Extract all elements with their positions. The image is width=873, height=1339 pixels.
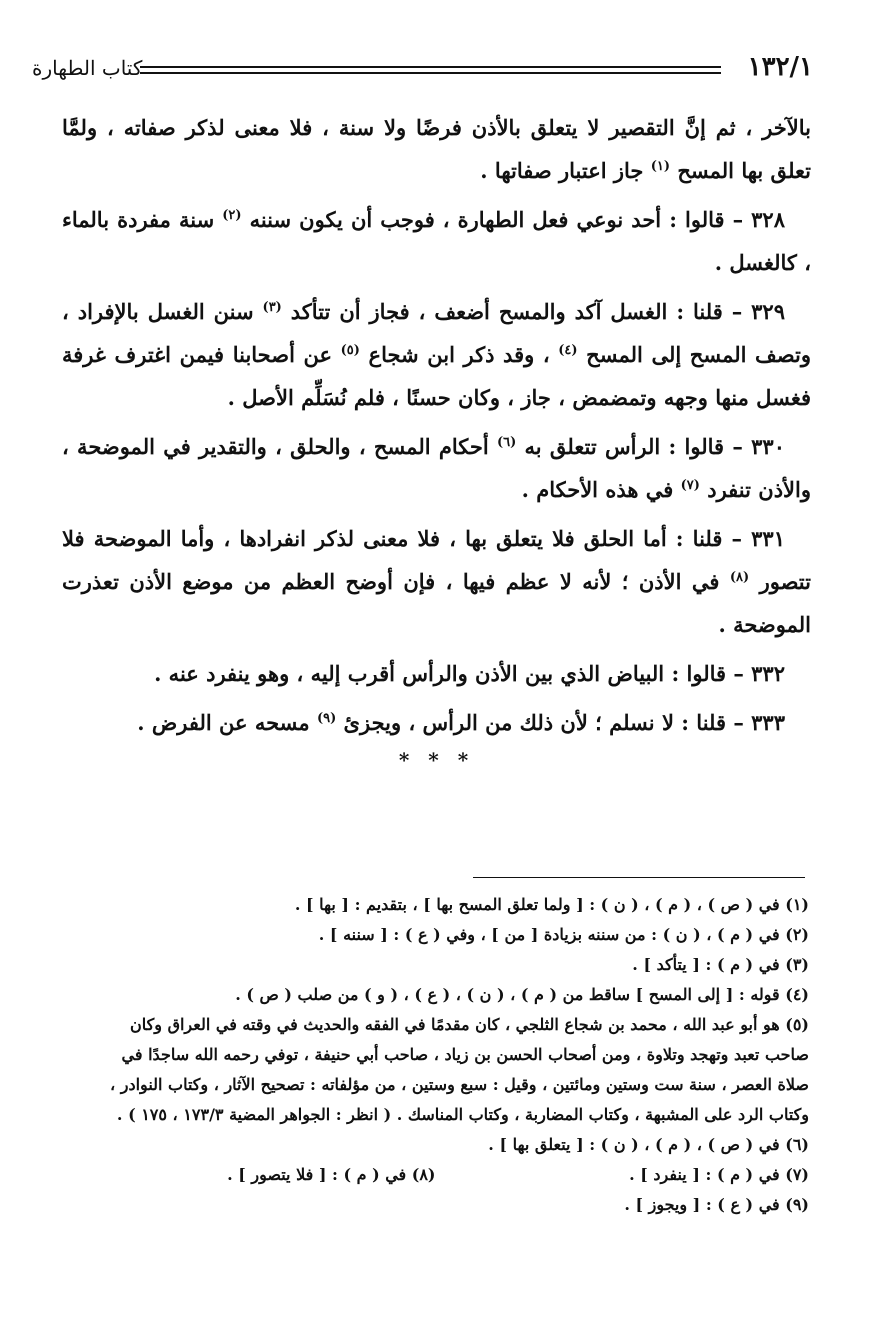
paragraph-329: ٣٢٩ – قلنا : الغسل آكد والمسح أضعف ، فجاز أن تتأكد $^{(٣)}$ سنن الغسل بالإفراد ، وتصف المسح إلى المسح $^{(٤)}$ ، وقد ذكر ابن شجاع $^{(٥)}$ عن أصحابنا فيمن اغترف غرفة فغسل منها وجهه وتمضمض ، جاز ، وكان حسنًا ، فلم نُسَلِّم الأصل .	[62, 299, 811, 410]
footnote-ref-4[interactable]: (٤)	[558, 343, 578, 358]
paragraph-continuation: بالآخر ، ثم إنَّ التقصير لا يتعلق بالأذن فرضًا ولا سنة ، فلا معنى لذكر صفاته ، ولمَّا تعلق بها المسح $^{(١)}$ جاز اعتبار صفاتها .	[62, 115, 811, 183]
footnote-8: (٨) في ( م ) : [ فلا يتصور ] .	[227, 1165, 436, 1184]
footnote-4: (٤) قوله : [ إلى المسح ] ساقط من ( م ) ، ( ن ) ، ( ع ) ، ( و ) من صلب ( ص ) .	[235, 985, 809, 1004]
paragraph-328: ٣٢٨ – قالوا : أحد نوعي فعل الطهارة ، فوجب أن يكون سننه $^{(٢)}$ سنة مفردة بالماء ، كالغسل .	[62, 207, 811, 275]
footnote-ref-3[interactable]: (٣)	[262, 300, 282, 315]
footnote-ref-9[interactable]: (٩)	[316, 711, 337, 726]
footnote-ref-6[interactable]: (٦)	[496, 435, 517, 450]
paragraph-333: ٣٣٣ – قلنا : لا نسلم ؛ لأن ذلك من الرأس ، ويجزئ $^{(٩)}$ مسحه عن الفرض .	[137, 710, 785, 735]
footnote-7: (٧) في ( م ) : [ ينفرد ] .	[629, 1165, 809, 1184]
section-separator: * * *	[398, 748, 475, 772]
footnote-ref-1[interactable]: (١)	[650, 159, 671, 174]
footnote-ref-5[interactable]: (٥)	[340, 343, 360, 358]
footnotes	[62, 890, 809, 1220]
footnote-5-line-2: صاحب تعبد وتهجد وتلاوة ، ومن أصحاب الحسن بن زياد ، صاحب أبي حنيفة ، توفي رحمه الله ساجدًا في	[121, 1045, 809, 1064]
footnote-row-7-8	[62, 1160, 809, 1190]
paragraph-332: ٣٣٢ – قالوا : البياض الذي بين الأذن والرأس أقرب إليه ، وهو ينفرد عنه .	[154, 661, 785, 686]
footnote-6: (٦) في ( ص ) ، ( م ) ، ( ن ) : [ يتعلق بها ] .	[488, 1135, 809, 1154]
footnote-2: (٢) في ( م ) ، ( ن ) : من سننه بزيادة [ من ] ، وفي ( ع ) : [ سننه ] .	[318, 925, 809, 944]
header-rule	[140, 66, 721, 74]
page-number: ١٣٢/١	[747, 52, 813, 82]
footnote-rule	[473, 877, 805, 878]
footnote-9: (٩) في ( ع ) : [ ويجوز ] .	[624, 1195, 809, 1214]
paragraph-331: ٣٣١ – قلنا : أما الحلق فلا يتعلق بها ، فلا معنى لذكر انفرادها ، وأما الموضحة فلا تتصور $^{(٨)}$ في الأذن ؛ لأنه لا عظم فيها ، فإن أوضح العظم من موضع الأذن تعذرت الموضحة .	[62, 526, 811, 637]
footnote-ref-2[interactable]: (٢)	[222, 208, 242, 223]
footnote-5-line-4: وكتاب الرد على المشبهة ، وكتاب المضاربة ، وكتاب المناسك . ( انظر : الجواهر المضية ١٧٣/٣ ، ١٧٥ ) .	[116, 1105, 809, 1124]
footnote-5-line-3: صلاة العصر ، سنة ست وستين ومائتين ، وقيل : سبع وستين ، من مؤلفاته : تصحيح الآثار ، وكتاب النوادر ،	[110, 1075, 809, 1094]
footnote-3: (٣) في ( م ) : [ يتأكد ] .	[632, 955, 809, 974]
page-header	[32, 50, 813, 90]
main-text	[62, 106, 811, 750]
book-title: كتاب الطهارة	[32, 56, 143, 80]
paragraph-330: ٣٣٠ – قالوا : الرأس تتعلق به $^{(٦)}$ أحكام المسح ، والحلق ، والتقدير في الموضحة ، والأذن تنفرد $^{(٧)}$ في هذه الأحكام .	[62, 434, 811, 502]
footnote-5-line-1: (٥) هو أبو عبد الله ، محمد بن شجاع الثلجي ، كان مقدمًا في الفقه والحديث في وقته في العراق وكان	[130, 1015, 809, 1034]
footnote-1: (١) في ( ص ) ، ( م ) ، ( ن ) : [ ولما تعلق المسح بها ] ، بتقديم : [ بها ] .	[294, 895, 809, 914]
footnote-ref-8[interactable]: (٨)	[729, 570, 750, 585]
footnote-ref-7[interactable]: (٧)	[680, 478, 700, 493]
